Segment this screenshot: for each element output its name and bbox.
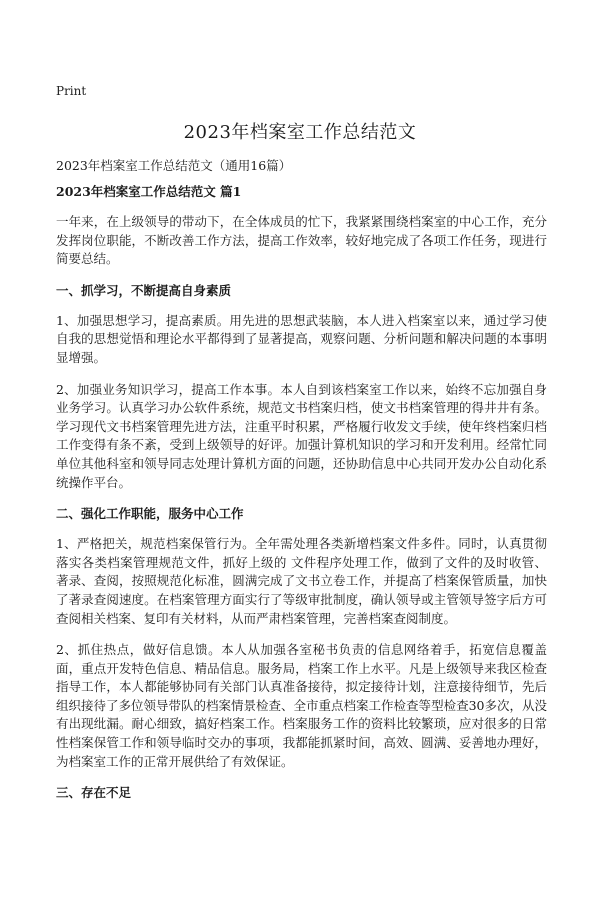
section-2-paragraph-1: 1、严格把关，规范档案保管行为。全年需处理各类新增档案文件多件。同时，认真贯彻落实各类档案管理规范文件，抓好上级的 文件程序处理工作，做到了文件的及时收管、著录、查阅，按照规范化标准，圆满完成了文书立卷工作，并提高了档案保管质量，加快了著录查阅速度。在档案管理方面实行了等级审批制度，确认领导或主管领导签字后方可查阅相关档案、复印有关材料，从而严肃档案管理，完善档案查阅制度。	[56, 536, 547, 626]
section-heading-2: 二、强化工作职能，服务中心工作	[56, 506, 244, 522]
page-title: 2023年档案室工作总结范文	[183, 122, 417, 143]
print-label: Print	[56, 84, 87, 98]
section-heading-1: 一、抓学习，不断提高自身素质	[56, 282, 232, 298]
section-1-paragraph-2: 2、加强业务知识学习，提高工作本事。本人自到该档案室工作以来，始终不忘加强自身业务学习。认真学习办公软件系统，规范文书档案归档，使文书档案管理的得井井有条。学习现代文书档案管理先进方法，注重平时积累，严格履行收发文手续，使年终档案归档工作变得有条不紊，受到上级领导的好评。加强计算机知识的学习和开发利用。经常忙同单位其他科室和领导同志处理计算机方面的问题，还协助信息中心共同开发办公自动化系统操作平台。	[56, 381, 547, 490]
intro-paragraph: 一年来，在上级领导的带动下，在全体成员的忙下，我紧紧围绕档案室的中心工作，充分发挥岗位职能，不断改善工作方法，提高工作效率，较好地完成了各项工作任务，现进行简要总结。	[56, 214, 547, 267]
article-heading: 2023年档案室工作总结范文 篇1	[56, 184, 242, 199]
section-1-paragraph-1: 1、加强思想学习，提高素质。用先进的思想武装脑，本人进入档案室以来，通过学习使自我的思想觉悟和理论水平都得到了显著提高，观察问题、分析问题和解决问题的本事明显增强。	[56, 312, 547, 365]
document-body	[56, 183, 547, 814]
section-2-paragraph-2: 2、抓住热点，做好信息馈。本人从加强各室秘书负责的信息网络着手，拓宽信息覆盖面，重点开发特色信息、精品信息。服务局，档案工作上水平。凡是上级领导来我区检查指导工作，本人都能够协同有关部门认真准备接待，拟定接待计划，注意接待细节，先后组织接待了多位领导带队的档案情景检查、全市重点档案工作检查等型检查30多次，从没有出现纰漏。耐心细致，搞好档案工作。档案服务工作的资料比较繁琐，应对很多的日常性档案保管工作和领导临时交办的事项，我都能抓紧时间，高效、圆满、妥善地办理好，为档案室工作的正常开展供给了有效保证。	[56, 642, 547, 769]
section-heading-3: 三、存在不足	[56, 785, 132, 801]
document-subtitle: 2023年档案室工作总结范文（通用16篇）	[56, 158, 292, 173]
